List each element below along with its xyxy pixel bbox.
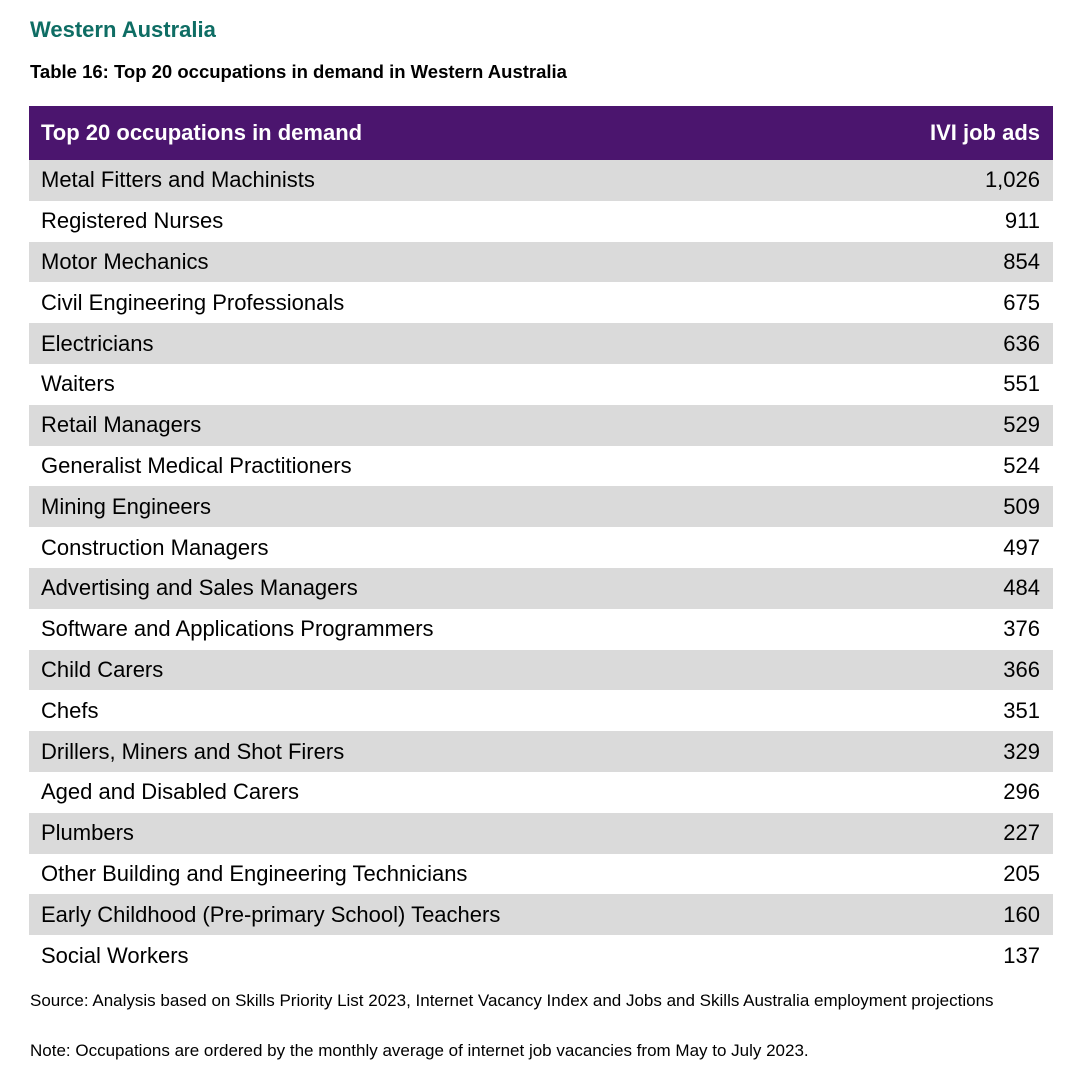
table-row xyxy=(29,772,1053,813)
occupation-cell: Early Childhood (Pre-primary School) Teachers xyxy=(41,901,501,927)
occupation-cell: Social Workers xyxy=(41,942,189,968)
table-row xyxy=(29,935,1053,976)
job-ads-cell: 484 xyxy=(1003,575,1040,601)
job-ads-cell: 497 xyxy=(1003,534,1040,560)
job-ads-cell: 529 xyxy=(1003,412,1040,438)
occupations-table xyxy=(29,106,1053,976)
job-ads-cell: 227 xyxy=(1003,820,1040,846)
table-row xyxy=(29,854,1053,895)
table-row xyxy=(29,690,1053,731)
table-row xyxy=(29,609,1053,650)
job-ads-cell: 551 xyxy=(1003,371,1040,397)
job-ads-cell: 160 xyxy=(1003,901,1040,927)
occupation-cell: Mining Engineers xyxy=(41,493,211,519)
table-row xyxy=(29,405,1053,446)
column-header-occupation: Top 20 occupations in demand xyxy=(41,120,363,145)
occupation-cell: Electricians xyxy=(41,330,154,356)
occupation-cell: Aged and Disabled Carers xyxy=(41,779,300,805)
occupation-cell: Registered Nurses xyxy=(41,208,224,234)
job-ads-cell: 137 xyxy=(1003,942,1040,968)
table-caption: Table 16: Top 20 occupations in demand in Western Australia xyxy=(30,61,567,82)
section-title: Western Australia xyxy=(30,17,216,42)
job-ads-cell: 329 xyxy=(1003,738,1040,764)
table-row xyxy=(29,527,1053,568)
table-row xyxy=(29,446,1053,487)
occupation-cell: Generalist Medical Practitioners xyxy=(41,452,352,478)
table-row xyxy=(29,201,1053,242)
occupation-cell: Construction Managers xyxy=(41,534,269,560)
table-row xyxy=(29,282,1053,323)
occupation-cell: Civil Engineering Professionals xyxy=(41,289,345,315)
table-row xyxy=(29,731,1053,772)
job-ads-cell: 205 xyxy=(1003,860,1040,886)
job-ads-cell: 351 xyxy=(1003,697,1040,723)
table-row xyxy=(29,650,1053,691)
table-body xyxy=(29,160,1053,976)
occupation-cell: Advertising and Sales Managers xyxy=(41,575,358,601)
occupation-cell: Drillers, Miners and Shot Firers xyxy=(41,738,345,764)
occupation-cell: Chefs xyxy=(41,697,99,723)
job-ads-cell: 524 xyxy=(1003,452,1040,478)
occupation-cell: Metal Fitters and Machinists xyxy=(41,167,315,193)
table-row xyxy=(29,486,1053,527)
job-ads-cell: 911 xyxy=(1004,208,1040,234)
occupation-cell: Waiters xyxy=(41,371,115,397)
job-ads-cell: 636 xyxy=(1003,330,1040,356)
column-header-job-ads: IVI job ads xyxy=(929,120,1040,145)
job-ads-cell: 854 xyxy=(1003,248,1040,274)
occupation-cell: Child Carers xyxy=(41,656,164,682)
job-ads-cell: 509 xyxy=(1003,493,1040,519)
ordering-note: Note: Occupations are ordered by the monthly average of internet job vacancies from May to July 2023. xyxy=(30,1041,809,1060)
occupation-cell: Retail Managers xyxy=(41,412,202,438)
occupation-cell: Other Building and Engineering Technicians xyxy=(41,860,468,886)
table-row xyxy=(29,894,1053,935)
job-ads-cell: 296 xyxy=(1003,779,1040,805)
table-row xyxy=(29,364,1053,405)
job-ads-cell: 366 xyxy=(1003,656,1040,682)
table-row xyxy=(29,160,1053,201)
occupation-cell: Plumbers xyxy=(41,820,134,846)
job-ads-cell: 675 xyxy=(1003,289,1040,315)
occupation-cell: Software and Applications Programmers xyxy=(41,616,434,642)
table-header xyxy=(29,106,1053,160)
job-ads-cell: 1,026 xyxy=(984,167,1040,193)
table-row xyxy=(29,813,1053,854)
table-row xyxy=(29,323,1053,364)
job-ads-cell: 376 xyxy=(1003,616,1040,642)
source-note: Source: Analysis based on Skills Priority List 2023, Internet Vacancy Index and Jobs and Skills Australia employment projections xyxy=(30,991,994,1010)
occupation-cell: Motor Mechanics xyxy=(41,248,209,274)
table-row xyxy=(29,568,1053,609)
table-row xyxy=(29,242,1053,283)
